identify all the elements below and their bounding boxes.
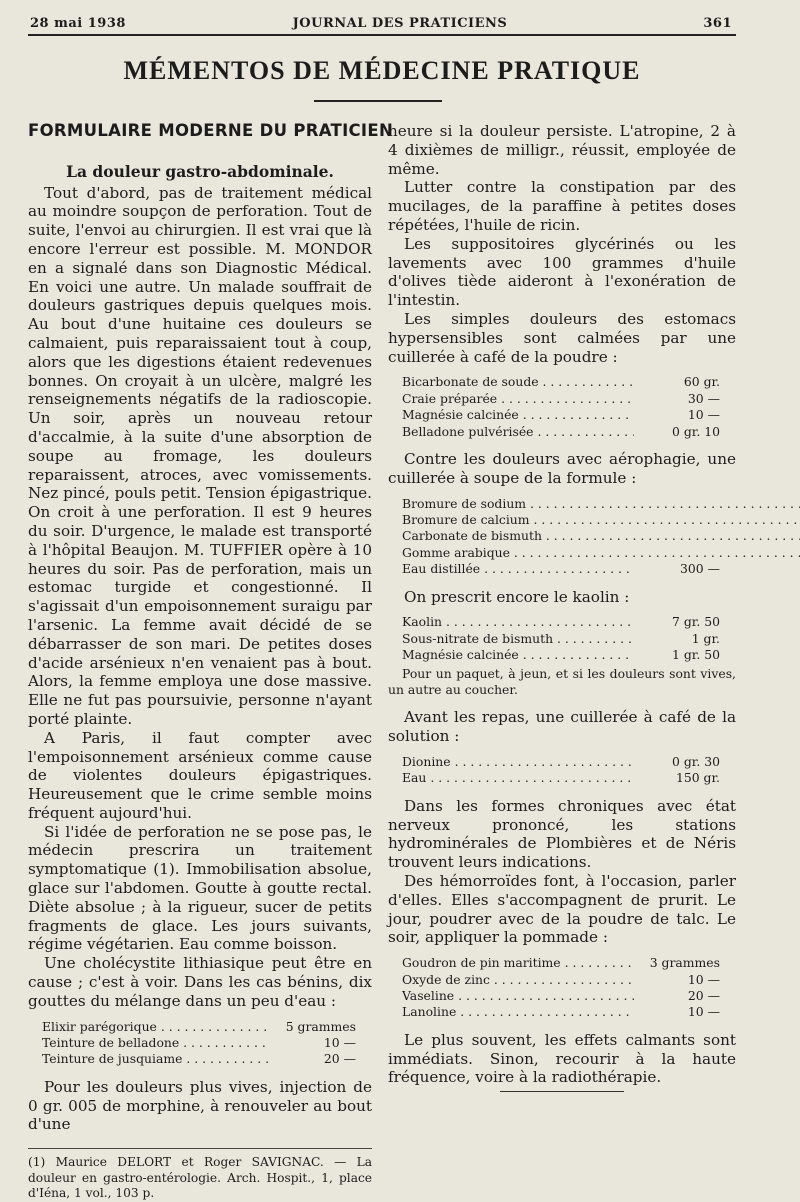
quantity: 30 —: [687, 390, 720, 406]
prescription-list-braced: [388, 496, 736, 578]
title-rule: [314, 100, 442, 102]
quantity: 7 gr. 50: [672, 614, 720, 630]
paragraph: Une cholécystite lithiasique peut être en cause ; c'est à voir. Dans les cas bénins, dix gouttes du mélange dans un peu d'eau :: [28, 954, 372, 1010]
quantity: 300 —: [680, 561, 720, 577]
ingredient: Kaolin . . .: [402, 614, 634, 630]
ingredient: Eau distillée . . .: [402, 561, 634, 577]
prescription-row: [388, 754, 736, 770]
ingredient: Belladone pulvérisée . . .: [402, 424, 634, 440]
prescription-row: [388, 631, 736, 647]
quantity: 3 grammes: [649, 955, 720, 971]
quantity: 60 gr.: [683, 374, 720, 390]
paragraph: Le plus souvent, les effets calmants sont immédiats. Sinon, recourir à la haute fréquence, voire à la radiothérapie.: [388, 1030, 736, 1087]
prescription-row: [388, 955, 736, 971]
header-page-number: 361: [703, 16, 732, 31]
header-journal: JOURNAL DES PRATICIENS: [292, 16, 508, 31]
quantity: 10 —: [687, 1004, 720, 1020]
quantity: 0 gr. 10: [672, 423, 720, 439]
quantity: 20 —: [687, 988, 720, 1004]
paragraph: Lutter contre la constipation par des mucilages, de la paraffine à petites doses répétées, l'huile de ricin.: [388, 178, 736, 234]
paragraph: On prescrit encore le kaolin :: [404, 587, 630, 606]
end-rule: [500, 1091, 624, 1092]
paragraph: Les simples douleurs des estomacs hypersensibles sont calmées par une cuillerée à café de la poudre :: [388, 309, 736, 366]
ingredient: Lanoline . . .: [402, 1004, 634, 1020]
ingredient: Bromure de calcium . . .: [402, 512, 800, 528]
prescription-note: Pour un paquet, à jeun, et si les douleurs sont vives, un autre au coucher.: [388, 665, 736, 698]
ingredient: Oxyde de zinc . . .: [402, 972, 634, 988]
ingredient: Sous-nitrate de bismuth . . .: [402, 631, 634, 647]
prescription-list: [388, 614, 736, 663]
prescription-row: [388, 545, 800, 561]
prescription-row: [388, 647, 736, 663]
prescription-row: [388, 988, 736, 1004]
paragraph: heure si la douleur persiste. L'atropine, 2 à 4 dixièmes de milligr., réussit, employée de même.: [388, 122, 736, 178]
paragraph: Dans les formes chroniques avec état nerveux prononcé, les stations hydrominérales de Plombières et de Néris trouvent leurs indications.: [388, 796, 736, 872]
ingredient: Teinture de jusquiame . . .: [42, 1051, 270, 1067]
prescription-row: [388, 512, 800, 528]
paragraph: Si l'idée de perforation ne se pose pas, le médecin prescrira un traitement symptomatique (1). Immobilisation absolue, glace sur l'abdomen. Goutte à goutte rectal. Diète absolue ; à la rigueur, sucer de petits fragments de glace. Les jours suivants, régime végétarien. Eau comme boisson.: [28, 822, 372, 954]
page-title: MÉMENTOS DE MÉDECINE PRATIQUE: [123, 56, 641, 85]
prescription-row: [388, 770, 736, 786]
prescription-row: [388, 528, 800, 544]
paragraph: A Paris, il faut compter avec l'empoisonnement arsénieux comme cause de violentes douleurs épigastriques. Heureusement que le crime semble moins fréquent aujourd'hui.: [28, 728, 372, 822]
prescription-list: [388, 374, 736, 440]
header-rule: [28, 34, 736, 36]
prescription-row: [28, 1051, 372, 1067]
ingredient: Vaseline . . .: [402, 988, 634, 1004]
quantity: 5 grammes: [285, 1018, 356, 1034]
ingredient: Eau . . .: [402, 770, 634, 786]
quantity: 1 gr.: [691, 630, 720, 646]
quantity: 20 —: [323, 1051, 356, 1067]
footnote: (1) Maurice DELORT et Roger SAVIGNAC. — La douleur en gastro-entérologie. Arch. Hospit., 1, place d'Iéna, 1 vol., 103 p.: [28, 1148, 372, 1202]
section-heading: FORMULAIRE MODERNE DU PRATICIEN: [28, 121, 394, 140]
prescription-row: [28, 1019, 372, 1035]
prescription-row: [388, 972, 736, 988]
paragraph: Contre les douleurs avec aérophagie, une cuillerée à soupe de la formule :: [388, 449, 736, 487]
left-column: [28, 118, 394, 1202]
ingredient: Magnésie calcinée . . .: [402, 407, 634, 423]
brace-group: [388, 528, 736, 561]
quantity: 0 gr. 30: [672, 754, 720, 770]
paragraph: Tout d'abord, pas de traitement médical au moindre soupçon de perforation. Tout de suite, l'envoi au chirurgien. Il est vrai que là encore l'erreur est possible. M. MONDOR en a signalé dans son Diagnostic Médical. En voici une autre. Un malade souffrait de douleurs gastriques depuis quelques mois. Au bout d'une huitaine ces douleurs se calmaient, puis reparaissaient tout à coup, alors que les digestions étaient redevenues bonnes. On croyait à un ulcère, malgré les renseignements négatifs de la radioscopie. Un soir, après un nouveau retour d'accalmie, à la suite d'une absorption de soupe au fromage, les douleurs reparaissent, atroces, avec vomissements. Nez pincé, pouls petit. Tension épigastrique. On croit à une perforation. Il est 9 heures du soir. D'urgence, le malade est transporté à l'hôpital Beaujon. M. TUFFIER opère à 10 heures du soir. Pas de perforation, mais un estomac turgide et congestionné. Il s'agissait d'un empoisonnement suraigu par l'arsenic. La femme avait décidé de se débarrasser de son mari. De petites doses d'acide arsénieux n'en venaient pas à bout. Alors, la femme employa une dose massive. Elle ne fut pas poursuivie, personne n'ayant porté plainte.: [28, 183, 372, 728]
ingredient: Craie préparée . . .: [402, 391, 634, 407]
prescription-row: [388, 374, 736, 390]
prescription-list: [388, 754, 736, 787]
quantity: 150 gr.: [675, 770, 720, 786]
prescription-row: [388, 1004, 736, 1020]
ingredient: Gomme arabique . . .: [402, 545, 800, 561]
prescription-row: [388, 424, 736, 440]
quantity: 1 gr. 50: [672, 647, 720, 663]
prescription-list: [388, 955, 736, 1021]
prescription-row: [388, 496, 800, 512]
prescription-row: [28, 1035, 372, 1051]
ingredient: Dionine . . .: [402, 754, 634, 770]
ingredient: Bromure de sodium . . .: [402, 496, 800, 512]
prescription-row: [388, 407, 736, 423]
quantity: 10 —: [323, 1035, 356, 1051]
ingredient: Magnésie calcinée . . .: [402, 647, 634, 663]
quantity: 10 —: [687, 971, 720, 987]
ingredient: Bicarbonate de soude . . .: [402, 374, 634, 390]
prescription-row: [388, 614, 736, 630]
paragraph: Avant les repas, une cuillerée à café de la solution :: [388, 708, 736, 746]
prescription-list: [28, 1019, 372, 1068]
prescription-row: [388, 561, 736, 577]
paragraph: Pour les douleurs plus vives, injection de 0 gr. 005 de morphine, à renouveler au bout d'une: [28, 1077, 372, 1134]
paragraph: Les suppositoires glycérinés ou les lavements avec 100 grammes d'huile d'olives tiède aideront à l'exonération de l'intestin.: [388, 234, 736, 310]
quantity: 10 —: [687, 407, 720, 423]
article-subtitle: La douleur gastro-abdominale.: [66, 161, 334, 181]
ingredient: Teinture de belladone . . .: [42, 1035, 270, 1051]
ingredient: Elixir parégorique . . .: [42, 1019, 270, 1035]
right-column: [388, 122, 736, 1092]
ingredient: Goudron de pin maritime . . .: [402, 955, 634, 971]
paragraph: Des hémorroïdes font, à l'occasion, parler d'elles. Elles s'accompagnent de prurit. Le jour, poudrer avec de la poudre de talc. Le soir, appliquer la pommade :: [388, 872, 736, 947]
ingredient: Carbonate de bismuth . . .: [402, 528, 800, 544]
brace-group: [388, 496, 736, 529]
header-date: 28 mai 1938: [30, 16, 126, 31]
prescription-row: [388, 391, 736, 407]
